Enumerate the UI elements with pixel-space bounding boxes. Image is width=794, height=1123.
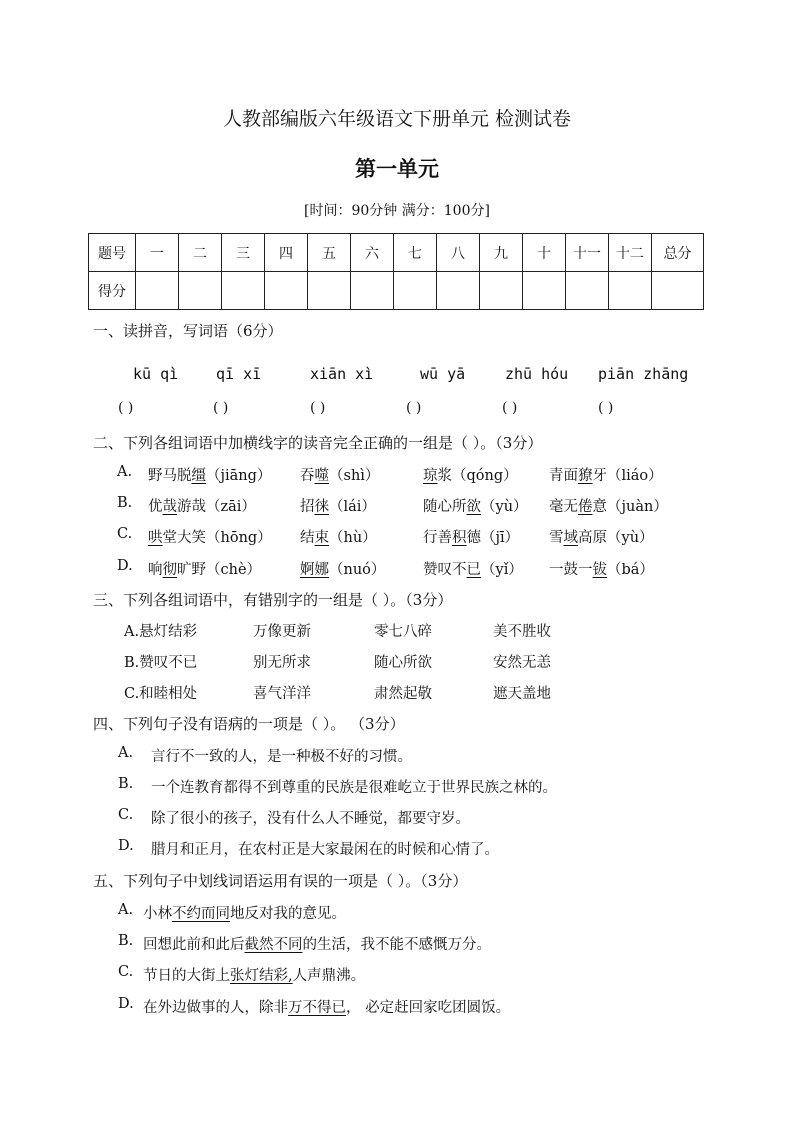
question-2-title: 二、下列各组词语中加横线字的读音完全正确的一组是（ ）。（3分） [93,434,543,452]
option-item: 一鼓一钹（bá） [549,562,654,578]
option-item: 随心所欲 [374,655,432,671]
option-item: 琼浆（qóng） [423,468,518,484]
answer-blank[interactable]: ( ) [118,400,134,416]
score-table-header-row [89,234,704,272]
option-item: 雪域高原（yù） [549,530,654,546]
option-text: 腊月和正月，在农村正是大家最闲在的时候和心情了。 [151,842,499,858]
table-cell: 六 [351,234,394,272]
score-cell[interactable] [222,272,265,310]
table-cell: 四 [265,234,308,272]
answer-blank[interactable]: ( ) [310,400,326,416]
table-cell: 得分 [89,272,136,310]
option-item: 响彻旷野（chè） [148,562,262,578]
option-item: C.和睦相处 [124,686,198,702]
table-cell: 十二 [609,234,652,272]
option-text: 节日的大街上张灯结彩,人声鼎沸。 [143,968,366,984]
option-letter: A. [118,902,134,918]
table-cell: 十一 [566,234,609,272]
option-text: 在外边做事的人，除非万不得已， 必定赶回家吃团圆饭。 [143,1000,511,1016]
pinyin-item: qī xī [216,365,262,383]
option-item: A.悬灯结彩 [124,624,198,640]
option-letter: A. [117,464,133,480]
option-item: 野马脱缰（jiāng） [148,468,272,484]
option-letter: D. [118,996,134,1012]
option-item: 婀娜（nuó） [300,562,386,578]
answer-blank[interactable]: ( ) [598,400,614,416]
score-table-score-row [89,272,704,310]
option-text: 一个连教育都得不到尊重的民族是很难屹立于世界民族之林的。 [151,780,557,796]
option-letter: C. [118,807,134,823]
score-table [88,233,704,310]
score-cell[interactable] [265,272,308,310]
score-cell[interactable] [179,272,222,310]
score-cell[interactable] [480,272,523,310]
option-item: 青面獠牙（liáo） [549,468,663,484]
option-item: 肃然起敬 [374,686,432,702]
question-3-title: 三、下列各组词语中，有错别字的一组是（ ）。（3分） [93,591,453,609]
question-4-title: 四、下列句子没有语病的一项是（ ）。 （3分） [93,715,405,733]
option-item: 招徕（lái） [300,499,376,515]
option-item: 美不胜收 [493,624,551,640]
option-text: 除了很小的孩子，没有什么人不睡觉，都要守岁。 [151,811,470,827]
option-item: 赞叹不已（yǐ） [423,562,523,578]
pinyin-item: zhū hóu [505,365,569,383]
score-cell[interactable] [523,272,566,310]
option-text: 回想此前和此后截然不同的生活，我不能不感慨万分。 [143,937,491,953]
option-item: 万像更新 [253,624,311,640]
score-cell[interactable] [437,272,480,310]
option-letter: B. [118,933,134,949]
score-cell[interactable] [136,272,179,310]
option-letter: D. [117,558,133,574]
option-item: 安然无恙 [493,655,551,671]
answer-blank[interactable]: ( ) [406,400,422,416]
option-item: 吞噬（shì） [300,468,380,484]
option-item: 喜气洋洋 [253,686,311,702]
table-cell: 题号 [89,234,136,272]
option-item: 结束（hù） [300,530,377,546]
option-text: 言行不一致的人，是一种极不好的习惯。 [151,749,412,765]
score-cell[interactable] [652,272,704,310]
option-item: B.赞叹不已 [124,655,198,671]
pinyin-item: wū yā [420,365,466,383]
option-item: 零七八碎 [374,624,432,640]
score-cell[interactable] [609,272,652,310]
score-cell[interactable] [394,272,437,310]
score-cell[interactable] [308,272,351,310]
option-letter: B. [118,776,134,792]
exam-title: 人教部编版六年级语文下册单元 检测试卷 [222,108,572,130]
option-item: 别无所求 [253,655,311,671]
pinyin-item: xiān xì [310,365,374,383]
option-item: 毫无倦意（juàn） [549,499,668,515]
table-cell: 五 [308,234,351,272]
table-cell: 三 [222,234,265,272]
option-item: 随心所欲（yù） [423,499,528,515]
pinyin-item: kū qì [133,365,179,383]
table-cell: 九 [480,234,523,272]
table-cell: 八 [437,234,480,272]
table-cell: 总分 [652,234,704,272]
option-letter: C. [117,526,133,542]
table-cell: 七 [394,234,437,272]
pinyin-item: piān zhāng [598,365,689,383]
option-text: 小林不约而同地反对我的意见。 [143,906,346,922]
question-1-title: 一、读拼音，写词语（6分） [93,322,283,340]
answer-blank[interactable]: ( ) [502,400,518,416]
question-5-title: 五、下列句子中划线词语运用有误的一项是（ ）。（3分） [93,872,468,890]
option-item: 行善积德（jī） [423,530,520,546]
option-letter: A. [118,745,134,761]
time-info: [时间：90分钟 满分：100分] [304,203,490,219]
option-item: 遮天盖地 [493,686,551,702]
option-letter: C. [118,964,134,980]
answer-blank[interactable]: ( ) [213,400,229,416]
option-letter: B. [117,495,133,511]
option-item: 优哉游哉（zāi） [148,499,256,515]
score-cell[interactable] [351,272,394,310]
option-letter: D. [118,838,134,854]
option-item: 哄堂大笑（hōng） [148,530,272,546]
table-cell: 十 [523,234,566,272]
unit-title: 第一单元 [355,156,439,181]
table-cell: 二 [179,234,222,272]
table-cell: 一 [136,234,179,272]
score-cell[interactable] [566,272,609,310]
